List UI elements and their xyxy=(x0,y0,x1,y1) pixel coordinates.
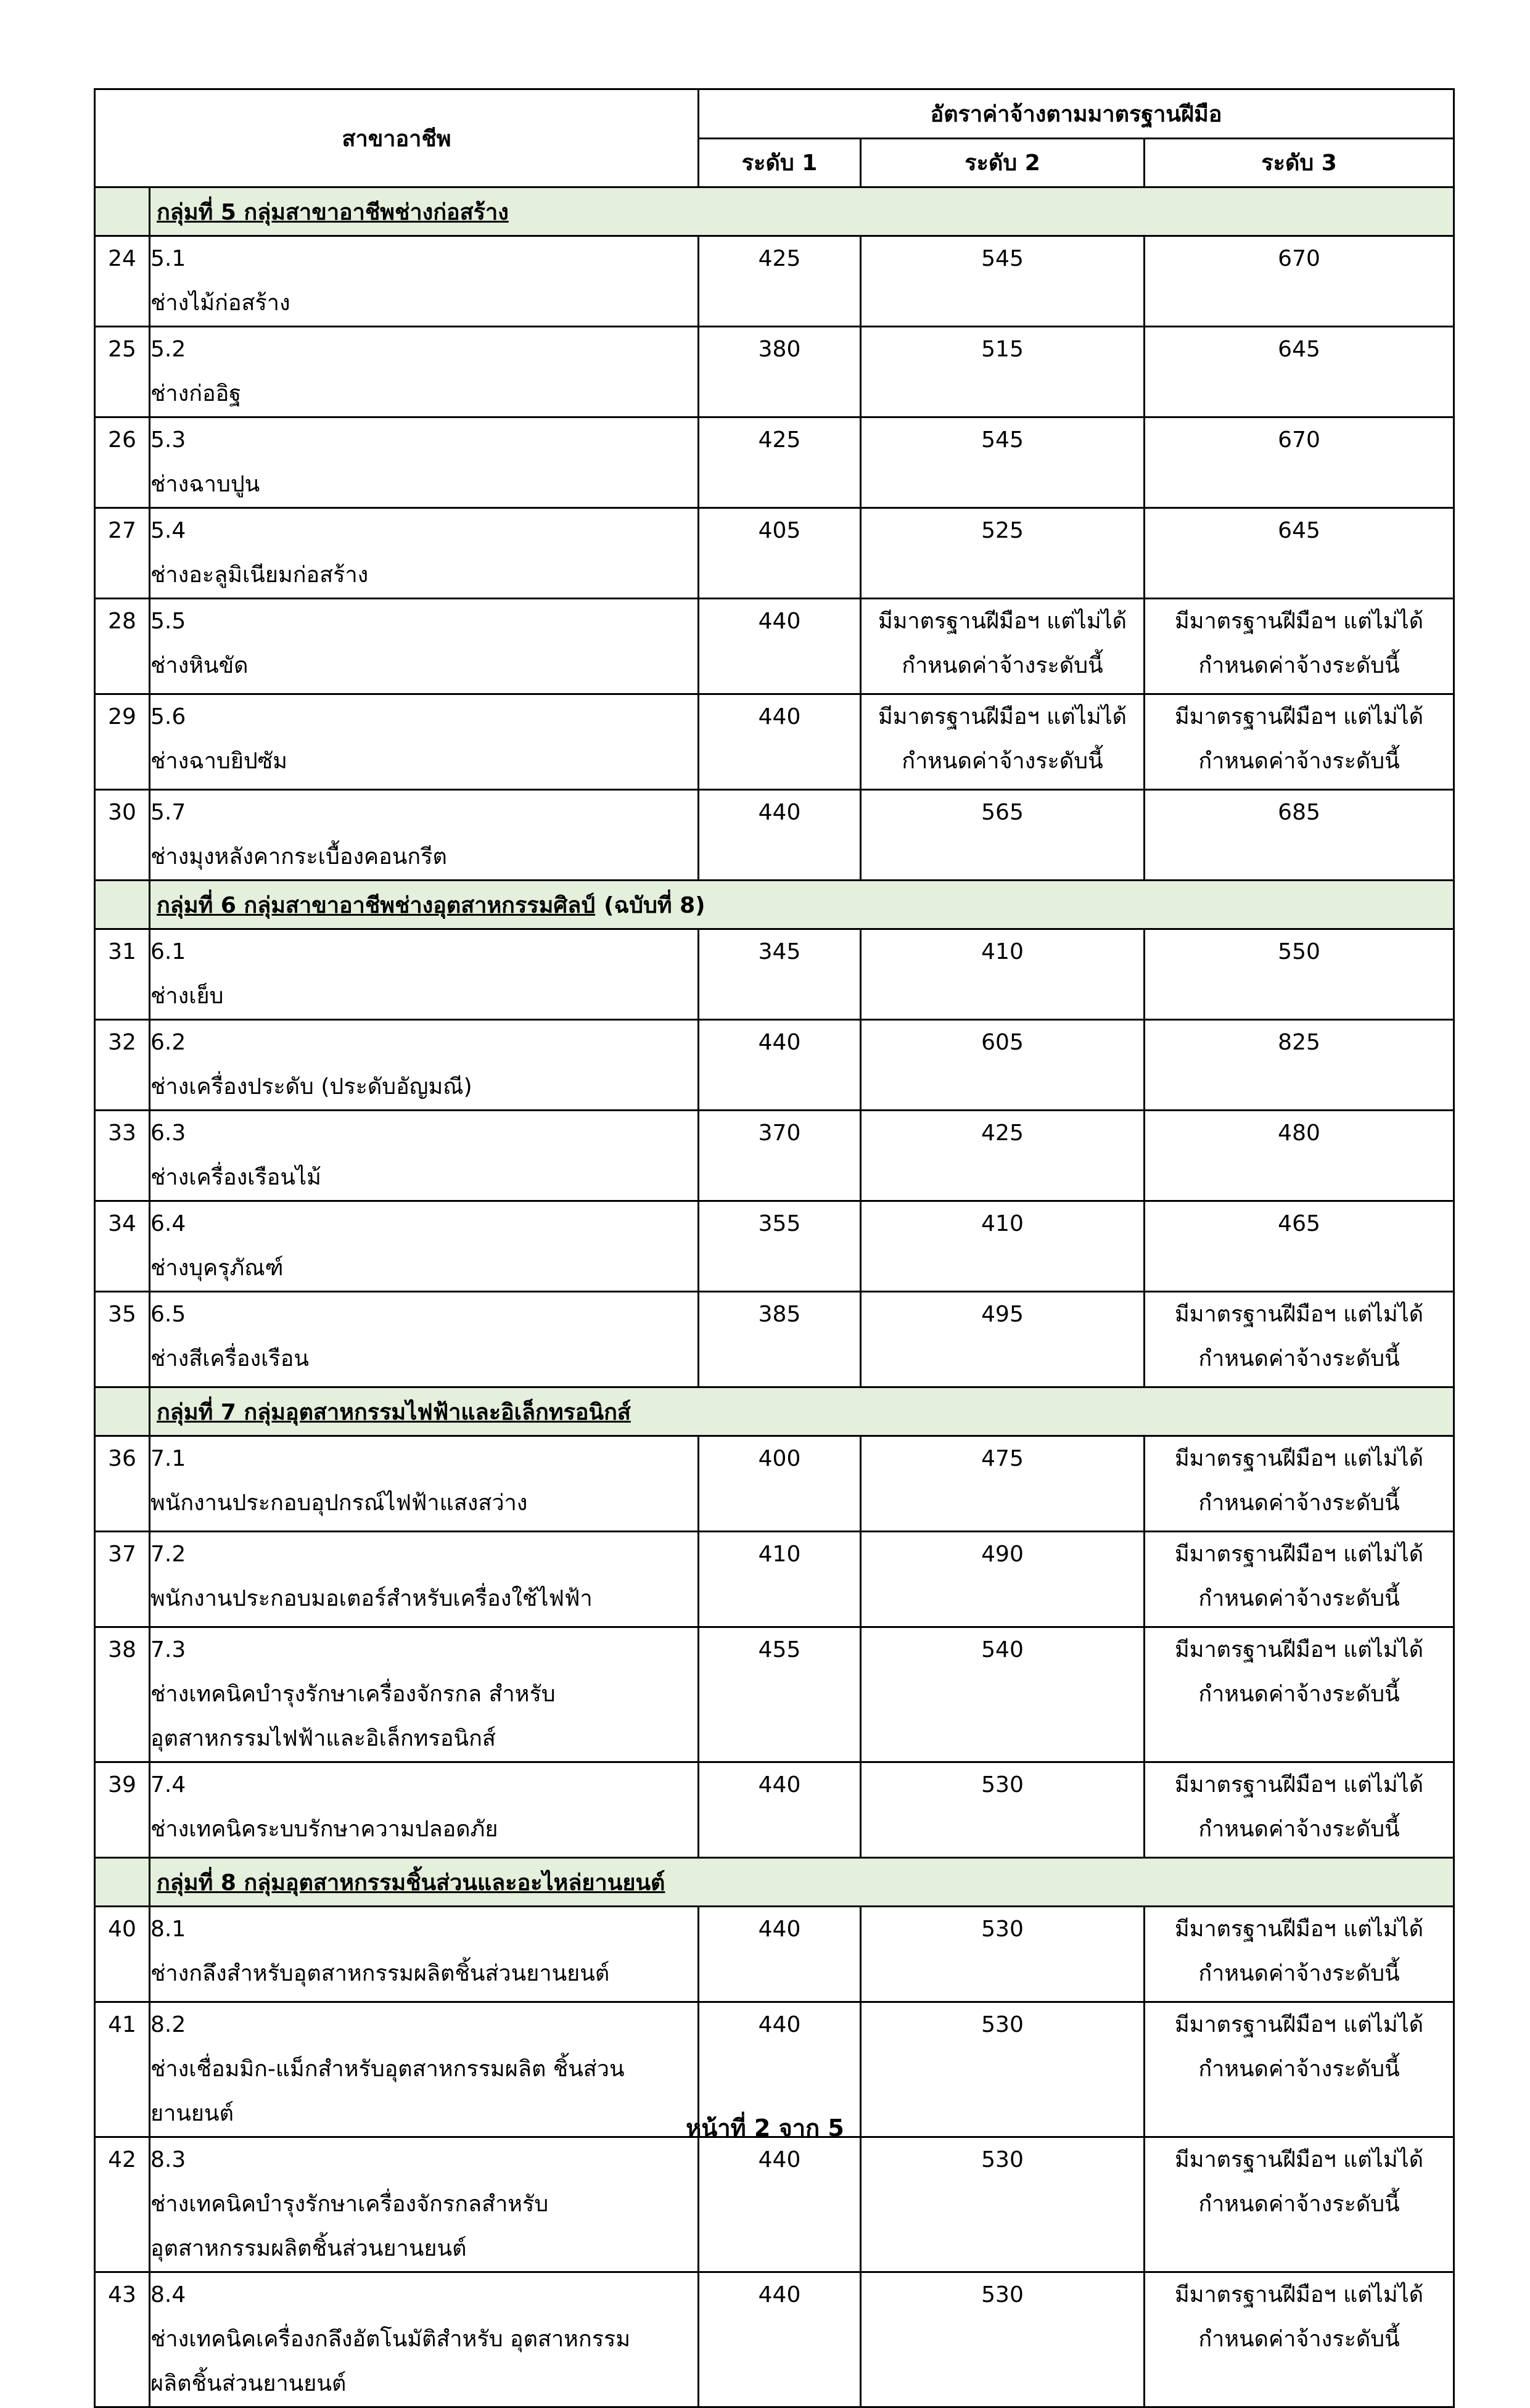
occupation-cell xyxy=(150,1907,699,2002)
level1-rate: 400 xyxy=(699,1436,861,1532)
group-row xyxy=(95,1387,1454,1436)
row-number: 30 xyxy=(95,790,150,881)
level3-rate: 645 xyxy=(1145,508,1454,599)
occupation-name: ช่างสีเครื่องเรือน xyxy=(150,1346,309,1371)
table-row xyxy=(95,1907,1454,2002)
level3-rate: มีมาตรฐานฝีมือฯ แต่ไม่ได้ กำหนดค่าจ้างระดับนี้ xyxy=(1145,1907,1454,2002)
level2-rate: 545 xyxy=(861,236,1145,327)
table-row xyxy=(95,1201,1454,1292)
row-number: 35 xyxy=(95,1292,150,1387)
table-row xyxy=(95,508,1454,599)
occupation-cell xyxy=(150,1532,699,1627)
level3-rate: 670 xyxy=(1145,236,1454,327)
level1-rate: 405 xyxy=(699,508,861,599)
row-number: 24 xyxy=(95,236,150,327)
occupation-name: ช่างหินขัด xyxy=(150,653,249,678)
level1-rate: 440 xyxy=(699,599,861,694)
occupation-name: ช่างเทคนิคบำรุงรักษาเครื่องจักรกล สำหรับ อุตสาหกรรมไฟฟ้าและอิเล็กทรอนิกส์ xyxy=(150,1682,556,1751)
occupation-name: ช่างเครื่องเรือนไม้ xyxy=(150,1165,321,1190)
occupation-code: 8.4 xyxy=(150,2282,186,2307)
table-row xyxy=(95,599,1454,694)
table-row xyxy=(95,1292,1454,1387)
level1-rate: 440 xyxy=(699,1762,861,1858)
level1-rate: 440 xyxy=(699,1020,861,1111)
level2-header: ระดับ 2 xyxy=(861,138,1145,187)
occupation-cell xyxy=(150,599,699,694)
occupation-code: 5.2 xyxy=(150,337,186,362)
row-number: 33 xyxy=(95,1111,150,1201)
occupation-code: 5.1 xyxy=(150,246,186,271)
table-row xyxy=(95,1020,1454,1111)
occupation-cell xyxy=(150,2272,699,2407)
occupation-cell xyxy=(150,2137,699,2272)
occupation-cell xyxy=(150,1111,699,1201)
row-number: 38 xyxy=(95,1627,150,1762)
occupation-code: 6.4 xyxy=(150,1211,186,1236)
occupation-header: สาขาอาชีพ xyxy=(95,89,699,187)
table-row xyxy=(95,1532,1454,1627)
level3-rate: มีมาตรฐานฝีมือฯ แต่ไม่ได้ กำหนดค่าจ้างระดับนี้ xyxy=(1145,1627,1454,1762)
level1-rate: 455 xyxy=(699,1627,861,1762)
group-row xyxy=(95,1858,1454,1907)
row-number: 40 xyxy=(95,1907,150,2002)
level1-rate: 440 xyxy=(699,790,861,881)
level2-rate: 475 xyxy=(861,1436,1145,1532)
occupation-name: ช่างเครื่องประดับ (ประดับอัญมณี) xyxy=(150,1074,472,1099)
level2-rate: 605 xyxy=(861,1020,1145,1111)
level3-rate: 670 xyxy=(1145,417,1454,508)
occupation-cell xyxy=(150,1020,699,1111)
occupation-code: 8.2 xyxy=(150,2012,186,2037)
level2-rate: 530 xyxy=(861,1762,1145,1858)
row-number: 43 xyxy=(95,2272,150,2407)
row-number: 28 xyxy=(95,599,150,694)
level1-rate: 385 xyxy=(699,1292,861,1387)
group-label-cell xyxy=(150,187,1454,236)
level2-rate: 565 xyxy=(861,790,1145,881)
rate-header: อัตราค่าจ้างตามมาตรฐานฝีมือ xyxy=(699,89,1454,139)
level2-rate: 545 xyxy=(861,417,1145,508)
occupation-name: ช่างกลึงสำหรับอุตสาหกรรมผลิตชิ้นส่วนยานยนต์ xyxy=(150,1961,610,1986)
level1-rate: 410 xyxy=(699,1532,861,1627)
occupation-code: 6.1 xyxy=(150,939,186,964)
page-number: หน้าที่ 2 จาก 5 xyxy=(686,2114,844,2142)
table-body xyxy=(95,187,1454,2407)
occupation-cell xyxy=(150,1762,699,1858)
table-row xyxy=(95,327,1454,417)
occupation-code: 7.3 xyxy=(150,1637,186,1662)
wage-rate-table xyxy=(94,88,1455,2408)
level2-rate: 540 xyxy=(861,1627,1145,1762)
table-row xyxy=(95,694,1454,790)
group-label-cell xyxy=(150,1387,1454,1436)
row-number: 26 xyxy=(95,417,150,508)
row-number: 36 xyxy=(95,1436,150,1532)
level3-rate: มีมาตรฐานฝีมือฯ แต่ไม่ได้ กำหนดค่าจ้างระดับนี้ xyxy=(1145,2002,1454,2137)
group-row xyxy=(95,187,1454,236)
occupation-code: 5.3 xyxy=(150,427,186,453)
occupation-code: 6.2 xyxy=(150,1030,186,1055)
table-row xyxy=(95,236,1454,327)
table-row xyxy=(95,1627,1454,1762)
table-row xyxy=(95,2137,1454,2272)
occupation-cell xyxy=(150,236,699,327)
occupation-cell xyxy=(150,790,699,881)
level2-rate: 530 xyxy=(861,2002,1145,2137)
occupation-cell xyxy=(150,929,699,1020)
occupation-code: 5.5 xyxy=(150,609,186,634)
level2-rate: 495 xyxy=(861,1292,1145,1387)
group-number-cell xyxy=(95,1387,150,1436)
level1-rate: 380 xyxy=(699,327,861,417)
level3-rate: มีมาตรฐานฝีมือฯ แต่ไม่ได้ กำหนดค่าจ้างระดับนี้ xyxy=(1145,1436,1454,1532)
group-label-cell xyxy=(150,881,1454,929)
level1-rate: 425 xyxy=(699,236,861,327)
occupation-name: ช่างอะลูมิเนียมก่อสร้าง xyxy=(150,562,369,588)
occupation-name: พนักงานประกอบมอเตอร์สำหรับเครื่องใช้ไฟฟ้า xyxy=(150,1586,593,1611)
level2-rate: 525 xyxy=(861,508,1145,599)
level1-header: ระดับ 1 xyxy=(699,138,861,187)
level1-rate: 370 xyxy=(699,1111,861,1201)
occupation-cell xyxy=(150,508,699,599)
level3-rate: มีมาตรฐานฝีมือฯ แต่ไม่ได้ กำหนดค่าจ้างระดับนี้ xyxy=(1145,599,1454,694)
level1-rate: 440 xyxy=(699,2137,861,2272)
level1-rate: 440 xyxy=(699,2002,861,2137)
group-title: กลุ่มที่ 7 กลุ่มอุตสาหกรรมไฟฟ้าและอิเล็กทรอนิกส์ xyxy=(157,1399,631,1425)
level2-rate: 490 xyxy=(861,1532,1145,1627)
row-number: 34 xyxy=(95,1201,150,1292)
table-row xyxy=(95,1111,1454,1201)
table-row xyxy=(95,2272,1454,2407)
occupation-name: ช่างเย็บ xyxy=(150,984,224,1009)
level3-rate: 465 xyxy=(1145,1201,1454,1292)
occupation-code: 5.7 xyxy=(150,800,186,825)
occupation-cell xyxy=(150,694,699,790)
level3-rate: มีมาตรฐานฝีมือฯ แต่ไม่ได้ กำหนดค่าจ้างระดับนี้ xyxy=(1145,2272,1454,2407)
occupation-code: 5.6 xyxy=(150,704,186,729)
level2-rate: มีมาตรฐานฝีมือฯ แต่ไม่ได้ กำหนดค่าจ้างระดับนี้ xyxy=(861,599,1145,694)
occupation-cell xyxy=(150,327,699,417)
table-row xyxy=(95,1762,1454,1858)
table-row xyxy=(95,1436,1454,1532)
occupation-code: 7.4 xyxy=(150,1772,186,1798)
level1-rate: 425 xyxy=(699,417,861,508)
group-number-cell xyxy=(95,1858,150,1907)
row-number: 27 xyxy=(95,508,150,599)
level2-rate: 530 xyxy=(861,1907,1145,2002)
level1-rate: 440 xyxy=(699,694,861,790)
occupation-name: ช่างมุงหลังคากระเบื้องคอนกรีต xyxy=(150,844,447,869)
table-row xyxy=(95,417,1454,508)
row-number: 41 xyxy=(95,2002,150,2137)
occupation-name: ช่างก่ออิฐ xyxy=(150,381,242,406)
row-number: 42 xyxy=(95,2137,150,2272)
occupation-cell xyxy=(150,1436,699,1532)
occupation-code: 6.5 xyxy=(150,1302,186,1327)
level3-rate: 825 xyxy=(1145,1020,1454,1111)
level3-rate: มีมาตรฐานฝีมือฯ แต่ไม่ได้ กำหนดค่าจ้างระดับนี้ xyxy=(1145,1532,1454,1627)
occupation-name: ช่างเทคนิคระบบรักษาความปลอดภัย xyxy=(150,1817,498,1842)
occupation-code: 7.1 xyxy=(150,1446,186,1471)
row-number: 25 xyxy=(95,327,150,417)
occupation-code: 6.3 xyxy=(150,1120,186,1146)
group-number-cell xyxy=(95,187,150,236)
level2-rate: 425 xyxy=(861,1111,1145,1201)
group-note: (ฉบับที่ 8) xyxy=(604,892,705,918)
level3-rate: 480 xyxy=(1145,1111,1454,1201)
level3-rate: 550 xyxy=(1145,929,1454,1020)
occupation-name: ช่างไม้ก่อสร้าง xyxy=(150,290,290,316)
row-number: 32 xyxy=(95,1020,150,1111)
level2-rate: 530 xyxy=(861,2272,1145,2407)
occupation-name: ช่างฉาบยิปซัม xyxy=(150,749,287,774)
level2-rate: 410 xyxy=(861,929,1145,1020)
level1-rate: 440 xyxy=(699,1907,861,2002)
occupation-code: 7.2 xyxy=(150,1542,186,1567)
level2-rate: มีมาตรฐานฝีมือฯ แต่ไม่ได้ กำหนดค่าจ้างระดับนี้ xyxy=(861,694,1145,790)
occupation-cell xyxy=(150,1627,699,1762)
occupation-name: ช่างฉาบปูน xyxy=(150,472,260,497)
level1-rate: 440 xyxy=(699,2272,861,2407)
level3-header: ระดับ 3 xyxy=(1145,138,1454,187)
level3-rate: มีมาตรฐานฝีมือฯ แต่ไม่ได้ กำหนดค่าจ้างระดับนี้ xyxy=(1145,2137,1454,2272)
occupation-code: 5.4 xyxy=(150,518,186,543)
row-number: 39 xyxy=(95,1762,150,1858)
row-number: 31 xyxy=(95,929,150,1020)
table-row xyxy=(95,790,1454,881)
occupation-name: พนักงานประกอบอุปกรณ์ไฟฟ้าแสงสว่าง xyxy=(150,1490,528,1516)
group-row xyxy=(95,881,1454,929)
occupation-code: 8.1 xyxy=(150,1917,186,1942)
level3-rate: มีมาตรฐานฝีมือฯ แต่ไม่ได้ กำหนดค่าจ้างระดับนี้ xyxy=(1145,1762,1454,1858)
level1-rate: 355 xyxy=(699,1201,861,1292)
level1-rate: 345 xyxy=(699,929,861,1020)
level3-rate: 645 xyxy=(1145,327,1454,417)
level2-rate: 515 xyxy=(861,327,1145,417)
group-title: กลุ่มที่ 8 กลุ่มอุตสาหกรรมชิ้นส่วนและอะไหล่ยานยนต์ xyxy=(157,1870,665,1896)
occupation-name: ช่างบุครุภัณฑ์ xyxy=(150,1255,284,1281)
level3-rate: มีมาตรฐานฝีมือฯ แต่ไม่ได้ กำหนดค่าจ้างระดับนี้ xyxy=(1145,694,1454,790)
table-row xyxy=(95,929,1454,1020)
occupation-name: ช่างเทคนิคเครื่องกลึงอัตโนมัติสำหรับ อุตสาหกรรมผลิตชิ้นส่วนยานยนต์ xyxy=(150,2327,631,2396)
level3-rate: 685 xyxy=(1145,790,1454,881)
occupation-name: ช่างเชื่อมมิก-แม็กสำหรับอุตสาหกรรมผลิต ชิ้นส่วนยานยนต์ xyxy=(150,2057,625,2126)
row-number: 37 xyxy=(95,1532,150,1627)
level2-rate: 410 xyxy=(861,1201,1145,1292)
group-number-cell xyxy=(95,881,150,929)
group-title: กลุ่มที่ 6 กลุ่มสาขาอาชีพช่างอุตสาหกรรมศิลป์ xyxy=(157,892,596,918)
group-title: กลุ่มที่ 5 กลุ่มสาขาอาชีพช่างก่อสร้าง xyxy=(157,199,509,225)
occupation-cell xyxy=(150,417,699,508)
level3-rate: มีมาตรฐานฝีมือฯ แต่ไม่ได้ กำหนดค่าจ้างระดับนี้ xyxy=(1145,1292,1454,1387)
occupation-code: 8.3 xyxy=(150,2147,186,2172)
occupation-cell xyxy=(150,1292,699,1387)
level2-rate: 530 xyxy=(861,2137,1145,2272)
row-number: 29 xyxy=(95,694,150,790)
occupation-cell xyxy=(150,1201,699,1292)
group-label-cell xyxy=(150,1858,1454,1907)
occupation-name: ช่างเทคนิคบำรุงรักษาเครื่องจักรกลสำหรับ อุตสาหกรรมผลิตชิ้นส่วนยานยนต์ xyxy=(150,2192,549,2261)
